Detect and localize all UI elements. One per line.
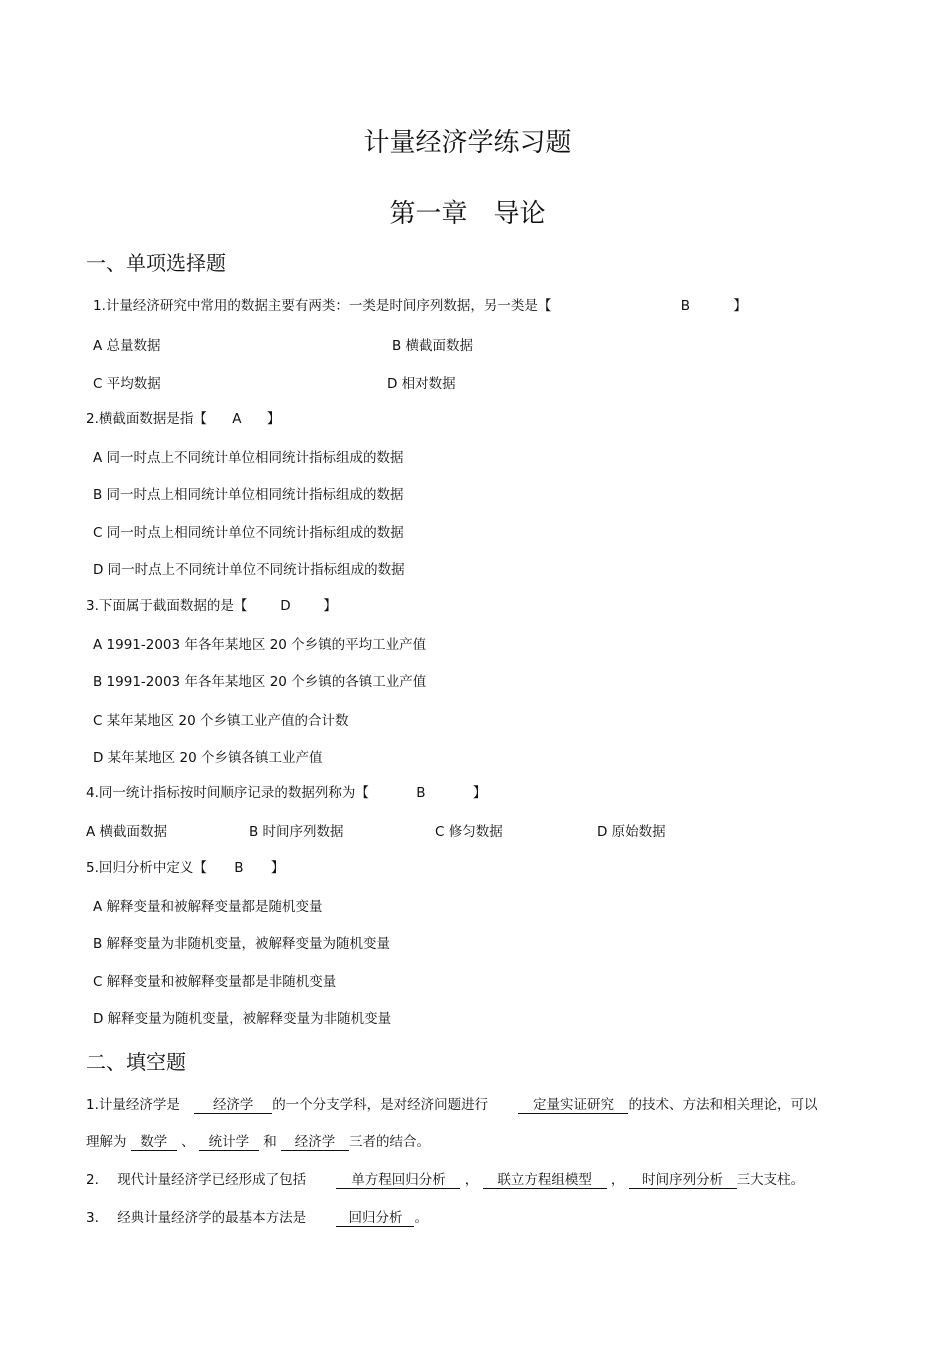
fill-text: 。 [414, 1210, 428, 1226]
question-stem: 5.回归分析中定义【 [86, 860, 207, 876]
option-a: A 1991-2003 年各年某地区 20 个乡镇的平均工业产值 [93, 637, 427, 653]
fill-text: 理解为 [86, 1134, 127, 1150]
bracket-close: 】 [266, 411, 281, 427]
bracket-close: 】 [270, 860, 285, 876]
option-c: C 平均数据 [93, 376, 161, 392]
option-c: C 某年某地区 20 个乡镇工业产值的合计数 [93, 713, 349, 729]
option-b: B 1991-2003 年各年某地区 20 个乡镇的各镇工业产值 [93, 674, 427, 690]
fill-text: 1.计量经济学是 [86, 1097, 180, 1113]
bracket-close: 】 [472, 785, 487, 801]
fill-text: 三者的结合。 [348, 1134, 430, 1150]
fill-text: 和 [263, 1134, 277, 1150]
fill-question-1-cont [86, 1130, 430, 1151]
answer-value: D [280, 598, 291, 614]
bracket-close: 】 [733, 298, 747, 314]
option-d: D 同一时点上不同统计单位不同统计指标组成的数据 [93, 562, 405, 578]
question-stem: 1.计量经济研究中常用的数据主要有两类：一类是时间序列数据，另一类是【 [93, 298, 552, 314]
answer-value: A [232, 411, 242, 427]
question-5 [86, 856, 284, 876]
fill-text: 的技术、方法和相关理论，可以 [628, 1097, 818, 1113]
answer-value: B [234, 860, 244, 876]
option-b: B 解释变量为非随机变量，被解释变量为随机变量 [93, 936, 391, 952]
option-b: B 同一时点上相同统计单位相同统计指标组成的数据 [93, 487, 404, 503]
question-stem: 4.同一统计指标按时间顺序记录的数据列称为【 [86, 785, 369, 801]
fill-question-2 [86, 1168, 804, 1189]
fill-blank: 联立方程组模型 [483, 1172, 607, 1189]
fill-blank: 定量实证研究 [518, 1097, 628, 1114]
option-a: A 总量数据 [93, 338, 161, 354]
fill-text: 的一个分支学科，是对经济问题进行 [272, 1097, 489, 1113]
option-a: A 解释变量和被解释变量都是随机变量 [93, 899, 323, 915]
question-stem: 3.下面属于截面数据的是【 [86, 598, 248, 614]
fill-blank: 经济学 [281, 1134, 349, 1151]
option-c: C 同一时点上相同统计单位不同统计指标组成的数据 [93, 525, 404, 541]
fill-number: 2. [86, 1172, 99, 1188]
question-2 [86, 407, 280, 427]
question-1 [93, 294, 747, 314]
answer-value: B [680, 298, 691, 314]
bracket-close: 】 [323, 598, 337, 614]
fill-blank: 回归分析 [336, 1210, 414, 1227]
fill-question-1 [86, 1093, 817, 1114]
fill-blank: 单方程回归分析 [336, 1172, 460, 1189]
fill-number: 3. [86, 1210, 99, 1226]
option-d: D 原始数据 [597, 824, 666, 840]
fill-text: 三大支柱。 [736, 1172, 805, 1188]
option-d: D 相对数据 [387, 376, 456, 392]
option-d: D 解释变量为随机变量，被解释变量为非随机变量 [93, 1011, 392, 1027]
fill-text: 现代计量经济学已经形成了包括 [117, 1172, 307, 1188]
option-d: D 某年某地区 20 个乡镇各镇工业产值 [93, 750, 323, 766]
question-stem: 2.横截面数据是指【 [86, 411, 207, 427]
option-a: A 横截面数据 [86, 824, 168, 840]
fill-question-3 [86, 1206, 428, 1227]
answer-value: B [416, 785, 426, 801]
fill-text: 经典计量经济学的最基本方法是 [117, 1210, 307, 1226]
fill-blank: 时间序列分析 [629, 1172, 737, 1189]
chapter-title: 第一章 导论 [389, 199, 546, 229]
option-b: B 时间序列数据 [249, 824, 344, 840]
option-c: C 修匀数据 [435, 824, 503, 840]
section-heading-choice: 一、单项选择题 [86, 251, 226, 275]
fill-text: ， [464, 1172, 479, 1188]
option-c: C 解释变量和被解释变量都是非随机变量 [93, 974, 337, 990]
section-heading-fill: 二、填空题 [86, 1050, 186, 1074]
fill-text: ， [610, 1172, 625, 1188]
fill-blank: 经济学 [194, 1097, 272, 1114]
question-3 [86, 594, 337, 614]
fill-text: 、 [181, 1134, 195, 1150]
fill-blank: 数学 [131, 1134, 177, 1151]
question-4 [86, 781, 486, 801]
document-title: 计量经济学练习题 [363, 128, 572, 158]
fill-blank: 统计学 [199, 1134, 259, 1151]
option-b: B 横截面数据 [392, 338, 474, 354]
option-a: A 同一时点上不同统计单位相同统计指标组成的数据 [93, 450, 404, 466]
